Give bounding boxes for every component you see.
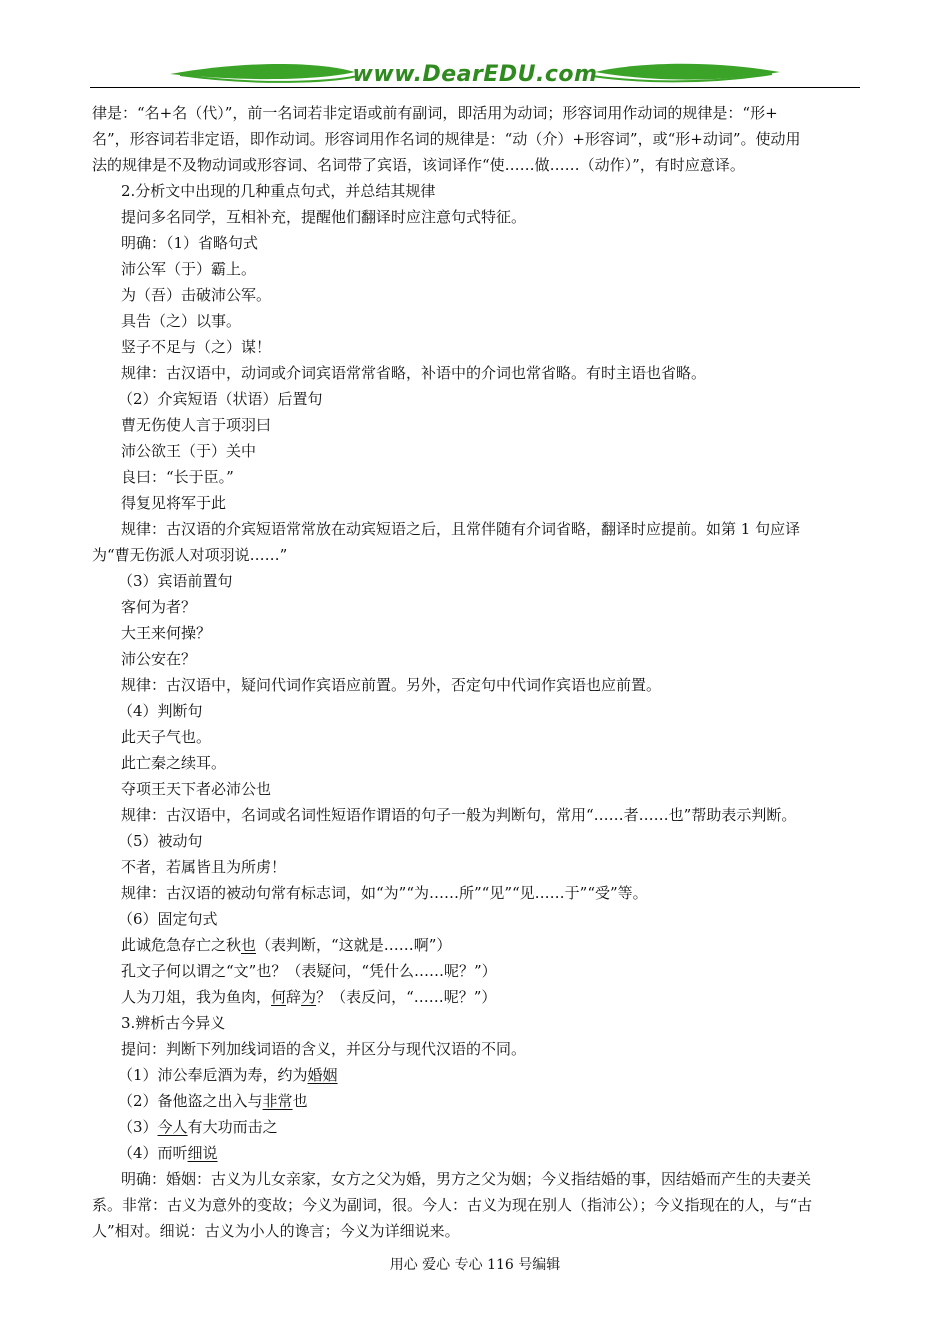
text-line [92,828,867,854]
text-segment: （5）被动句 [118,832,203,850]
underlined-term: 婚姻 [307,1066,338,1084]
text-segment: 夺项王天下者必沛公也 [121,780,272,798]
text-segment: （3）宾语前置句 [118,572,233,590]
text-line [92,1062,867,1088]
text-segment: 大王来何操？ [121,624,212,642]
text-line [92,360,867,386]
text-line [92,620,867,646]
text-line [92,932,867,958]
text-line [92,178,867,204]
text-line [92,594,867,620]
text-segment: 明确：（1）省略句式 [121,234,259,252]
text-segment: 规律：古汉语中，名词或名词性短语作谓语的句子一般为判断句，常用“……者……也”帮助表示判断。 [121,806,797,824]
text-segment: 3.辨析古今异义 [121,1014,226,1032]
text-line [92,1166,867,1192]
document-body [92,100,867,1244]
text-segment: （3） [118,1118,158,1136]
text-segment: 客何为者？ [121,598,197,616]
text-segment: 2.分析文中出现的几种重点句式，并总结其规律 [121,182,436,200]
text-line [92,646,867,672]
text-segment: ？（表反问，“……呢？”） [316,988,497,1006]
text-line [92,308,867,334]
text-line [92,1218,867,1244]
header-divider [90,87,860,88]
text-line [92,698,867,724]
text-line [92,282,867,308]
text-segment: 名”，形容词若非定语，即作动词。形容词用作名词的规律是：“动（介）+形容词”，或“形+动词”。使动用 [92,130,801,148]
text-line [92,230,867,256]
text-line [92,516,867,542]
text-line [92,958,867,984]
text-segment: 规律：古汉语的介宾短语常常放在动宾短语之后，且常伴随有介词省略，翻译时应提前。如第 1 句应译 [121,520,801,538]
text-line [92,880,867,906]
text-segment: （4）判断句 [118,702,203,720]
text-segment: 沛公欲王（于）关中 [121,442,257,460]
underlined-term: 非常 [262,1092,293,1110]
text-line [92,126,867,152]
page-footer: 用心 爱心 专心 116 号编辑 [389,1257,561,1273]
text-line [92,1192,867,1218]
text-segment: 不者，若属皆且为所虏！ [121,858,287,876]
text-segment: 有大功而击之 [187,1118,278,1136]
text-segment: 人为刀俎，我为鱼肉， [121,988,272,1006]
text-segment: 为（吾）击破沛公军。 [121,286,272,304]
text-segment: 规律：古汉语中，动词或介词宾语常常省略，补语中的介词也常省略。有时主语也省略。 [121,364,707,382]
text-line [92,1140,867,1166]
site-logo-text: www.DearEDU.com [352,62,598,87]
text-line [92,256,867,282]
text-line [92,672,867,698]
text-line [92,724,867,750]
text-segment: 为“曹无伤派人对项羽说……” [92,546,288,564]
text-segment: 沛公军（于）霸上。 [121,260,257,278]
text-segment: 法的规律是不及物动词或形容词、名词带了宾语，该词译作“使……做……（动作）”，有时应意译。 [92,156,745,174]
text-segment: 曹无伤使人言于项羽曰 [121,416,272,434]
text-segment: 系。非常：古义为意外的变故；今义为副词，很。今人：古义为现在别人（指沛公）；今义指现在的人，与“古 [92,1196,813,1214]
text-line [92,802,867,828]
text-segment: 孔文子何以谓之“文”也？（表疑问，“凭什么……呢？”） [121,962,497,980]
text-line [92,750,867,776]
text-line [92,100,867,126]
text-line [92,438,867,464]
text-line [92,776,867,802]
text-segment: 人”相对。细说：古义为小人的谗言；今义为详细说来。 [92,1222,460,1240]
text-segment: （2）介宾短语（状语）后置句 [118,390,323,408]
text-segment: （4）而听 [118,1144,188,1162]
text-segment: 明确：婚姻：古义为儿女亲家，女方之父为婚，男方之父为姻；今义指结婚的事，因结婚而产生的夫妻关 [121,1170,812,1188]
underlined-term: 细说 [187,1144,218,1162]
text-line [92,1114,867,1140]
text-line [92,1036,867,1062]
underlined-term: 今人 [157,1118,188,1136]
text-segment: 辞 [286,988,302,1006]
text-segment: 也 [292,1092,308,1110]
text-line [92,542,867,568]
text-segment: 此诚危急存亡之秋 [121,936,242,954]
text-segment: （6）固定句式 [118,910,218,928]
text-segment: 沛公安在？ [121,650,197,668]
text-segment: （1）沛公奉卮酒为寿，约为 [118,1066,308,1084]
underlined-term: 何 [271,988,287,1006]
text-line [92,906,867,932]
text-segment: 具告（之）以事。 [121,312,242,330]
text-line [92,464,867,490]
text-segment: 此亡秦之续耳。 [121,754,227,772]
text-line [92,334,867,360]
text-segment: 得复见将军于此 [121,494,227,512]
text-line [92,984,867,1010]
text-segment: 规律：古汉语中，疑问代词作宾语应前置。另外，否定句中代词作宾语也应前置。 [121,676,662,694]
text-line [92,490,867,516]
text-segment: 此天子气也。 [121,728,212,746]
text-segment: （2）备他盗之出入与 [118,1092,263,1110]
text-line [92,204,867,230]
text-segment: 竖子不足与（之）谋！ [121,338,272,356]
text-segment: 良曰：“长于臣。” [121,468,234,486]
text-line [92,568,867,594]
text-segment: 提问：判断下列加线词语的含义，并区分与现代汉语的不同。 [121,1040,527,1058]
underlined-term: 也 [241,936,257,954]
text-line [92,412,867,438]
text-line [92,1010,867,1036]
text-segment: （表判断，“这就是……啊”） [256,936,452,954]
text-line [92,386,867,412]
text-line [92,854,867,880]
text-segment: 律是：“名+名（代）”，前一名词若非定语或前有副词，即活用为动词；形容词用作动词的规律是：“形+ [92,104,778,122]
text-line [92,152,867,178]
text-line [92,1088,867,1114]
underlined-term: 为 [301,988,317,1006]
text-segment: 提问多名同学，互相补充，提醒他们翻译时应注意句式特征。 [121,208,527,226]
text-segment: 规律：古汉语的被动句常有标志词，如“为”“为……所”“见”“见……于”“受”等。 [121,884,648,902]
